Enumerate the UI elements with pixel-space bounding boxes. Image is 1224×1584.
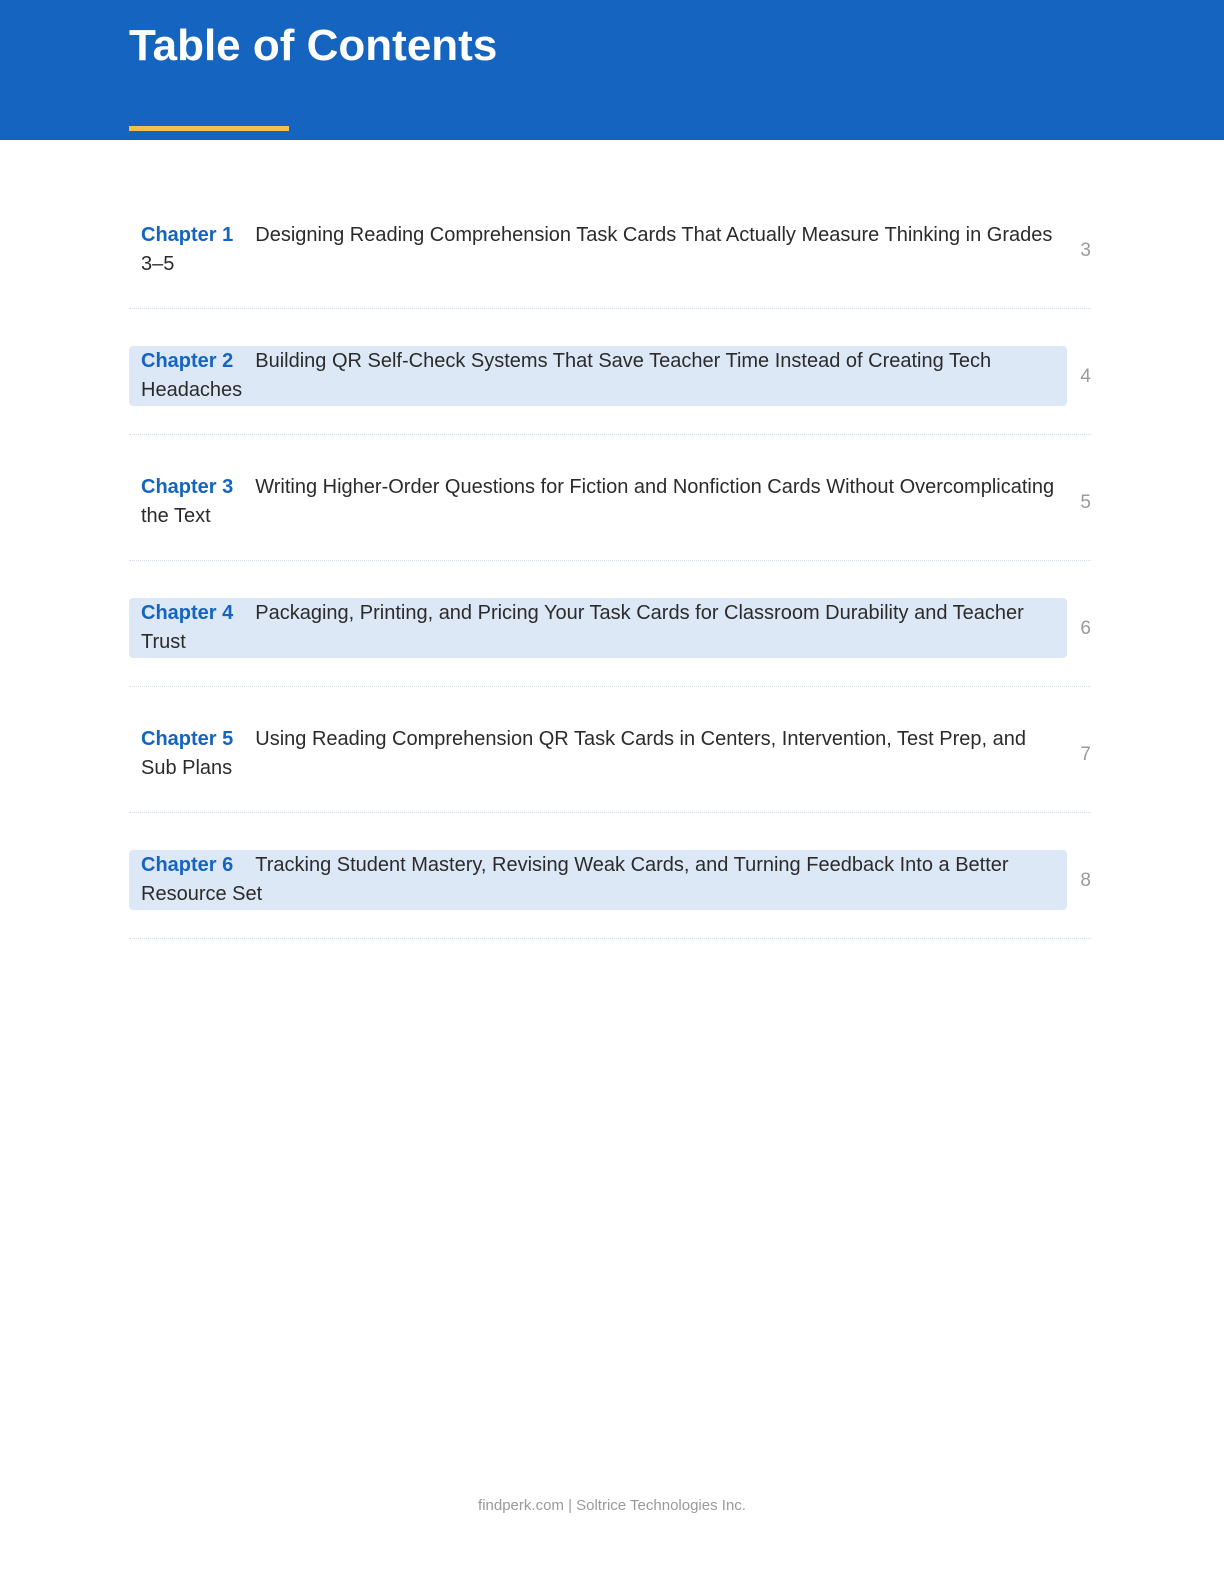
- page-number: 7: [1080, 744, 1091, 765]
- toc-entry-box: [129, 472, 1067, 532]
- toc-entry-chapter-5[interactable]: [129, 724, 1091, 850]
- chapter-label: Chapter 2: [141, 350, 234, 372]
- page-number: 8: [1080, 870, 1091, 891]
- toc-entry-text: [141, 221, 1055, 279]
- page-number: 4: [1080, 366, 1091, 387]
- toc-entry-text: [141, 473, 1055, 531]
- toc-entry-chapter-1[interactable]: [129, 220, 1091, 346]
- toc-entry-box: [129, 598, 1067, 658]
- chapter-label: Chapter 1: [141, 224, 234, 246]
- chapter-title: Using Reading Comprehension QR Task Cards in Centers, Intervention, Test Prep, and Sub Plans: [141, 728, 1027, 779]
- chapter-title: Designing Reading Comprehension Task Cards That Actually Measure Thinking in Grades 3–5: [141, 224, 1053, 275]
- toc-entry-box: [129, 220, 1067, 280]
- header-banner: [0, 0, 1224, 140]
- footer-text[interactable]: findperk.com | Soltrice Technologies Inc.: [478, 1497, 746, 1514]
- toc-entry-chapter-4[interactable]: [129, 598, 1091, 724]
- toc-entry-text: [141, 347, 1055, 405]
- dotted-divider: [129, 560, 1091, 561]
- dotted-divider: [129, 308, 1091, 309]
- dotted-divider: [129, 812, 1091, 813]
- chapter-label: Chapter 6: [141, 854, 234, 876]
- chapter-title: Writing Higher-Order Questions for Fiction and Nonfiction Cards Without Overcomplicating the Text: [141, 476, 1055, 527]
- toc-entry-text: [141, 725, 1055, 783]
- dotted-divider: [129, 938, 1091, 939]
- toc-entry-chapter-2[interactable]: [129, 346, 1091, 472]
- chapter-label: Chapter 4: [141, 602, 234, 624]
- dotted-divider: [129, 434, 1091, 435]
- toc-entry-box: [129, 850, 1067, 910]
- toc-entry-chapter-3[interactable]: [129, 472, 1091, 598]
- toc-list: [129, 220, 1091, 976]
- page-title: Table of Contents: [129, 21, 498, 70]
- toc-entry-text: [141, 851, 1055, 909]
- chapter-title: Packaging, Printing, and Pricing Your Task Cards for Classroom Durability and Teacher Trust: [141, 602, 1024, 653]
- toc-entry-box: [129, 346, 1067, 406]
- title-accent-bar: [129, 126, 289, 131]
- dotted-divider: [129, 686, 1091, 687]
- toc-entry-chapter-6[interactable]: [129, 850, 1091, 976]
- chapter-title: Tracking Student Mastery, Revising Weak Cards, and Turning Feedback Into a Better Resource Set: [141, 854, 1009, 905]
- toc-entry-box: [129, 724, 1067, 784]
- toc-entry-text: [141, 599, 1055, 657]
- page-number: 6: [1080, 618, 1091, 639]
- chapter-label: Chapter 5: [141, 728, 234, 750]
- page-number: 3: [1080, 240, 1091, 261]
- chapter-label: Chapter 3: [141, 476, 234, 498]
- page-number: 5: [1080, 492, 1091, 513]
- chapter-title: Building QR Self-Check Systems That Save Teacher Time Instead of Creating Tech Headaches: [141, 350, 992, 401]
